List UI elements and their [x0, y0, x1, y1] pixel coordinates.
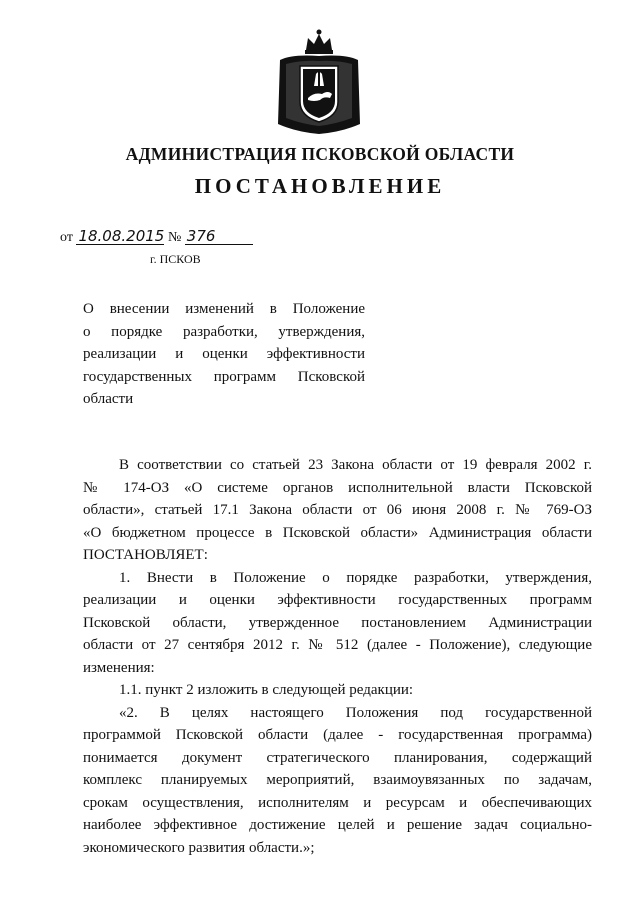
city-label: г. ПСКОВ: [150, 252, 201, 266]
body-line: В соответствии со статьей 23 Закона области от 19 февраля 2002 г.: [119, 457, 592, 473]
subject-line: реализации и оценки эффективности: [83, 346, 365, 362]
body-line: 1. Внести в Положение о порядке разработки, утверждения,: [119, 569, 592, 586]
body-line: ПОСТАНОВЛЯЕТ:: [83, 547, 208, 563]
organization-title: АДМИНИСТРАЦИЯ ПСКОВСКОЙ ОБЛАСТИ: [125, 144, 515, 164]
body-line: 1.1. пункт 2 изложить в следующей редакции:: [119, 682, 414, 698]
body-line: программой Псковской области (далее - государственная программа): [83, 727, 592, 743]
document-type: ПОСТАНОВЛЕНИЕ: [194, 174, 446, 198]
number-label: №: [167, 230, 182, 245]
document-subject: [83, 298, 365, 411]
body-line: реализации и оценки эффективности государственных программ: [83, 592, 592, 608]
document-number: 376: [185, 228, 253, 245]
body-line: понимается документ стратегического планирования, содержащий: [83, 749, 592, 766]
subject-line: государственных программ Псковской: [83, 368, 365, 385]
body-line: области от 27 сентября 2012 г. № 512 (далее - Положение), следующие: [83, 637, 592, 653]
body-line: области», статьей 17.1 Закона области от 06 июня 2008 г. № 769-ОЗ: [83, 502, 592, 518]
registration-line: [60, 228, 253, 246]
subject-line: о порядке разработки, утверждения,: [83, 323, 365, 340]
document-body: [83, 454, 592, 859]
body-line: изменения:: [83, 659, 155, 676]
body-line: № 174-ОЗ «О системе органов исполнительной власти Псковской: [83, 479, 592, 496]
body-line: срокам осуществления, исполнителям и ресурсам и обеспечивающих: [83, 794, 592, 811]
body-line: «О бюджетном процессе в Псковской области» Администрация области: [83, 524, 592, 541]
body-line: «2. В целях настоящего Положения под государственной: [119, 704, 592, 721]
body-line: наиболее эффективное достижение целей и решение задач социально-: [83, 817, 592, 833]
coat-of-arms-icon: [272, 28, 366, 136]
body-line: экономического развития области.»;: [83, 839, 315, 856]
subject-line: области: [83, 391, 134, 407]
body-line: комплекс планируемых мероприятий, взаимоувязанных по задачам,: [83, 772, 592, 788]
subject-line: О внесении изменений в Положение: [83, 301, 365, 317]
body-line: Псковской области, утвержденное постановлением Администрации: [83, 614, 592, 631]
from-label: от: [60, 230, 73, 245]
document-date: 18.08.2015: [78, 227, 165, 245]
